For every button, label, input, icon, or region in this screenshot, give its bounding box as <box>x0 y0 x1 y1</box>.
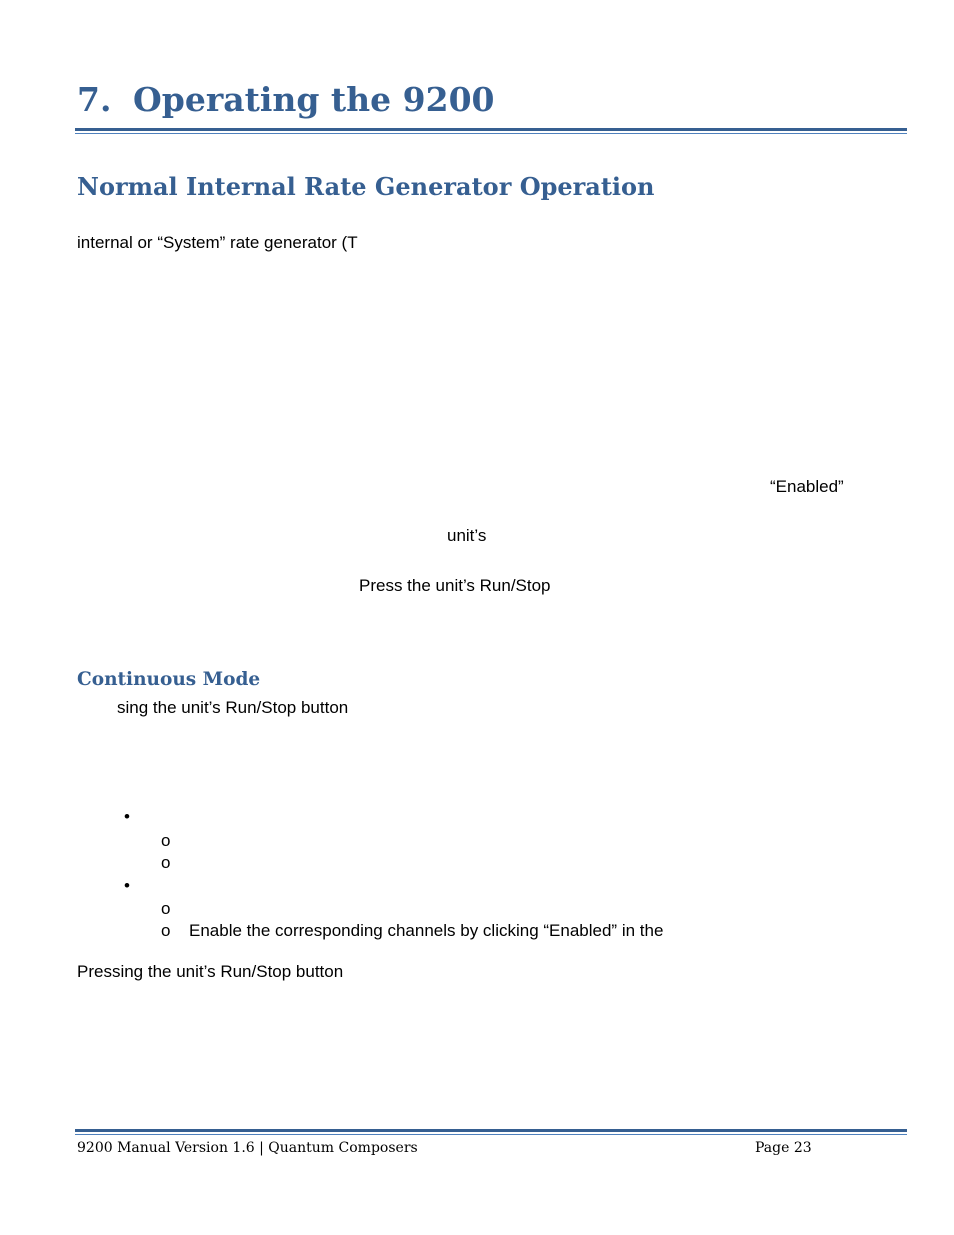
section-title: Normal Internal Rate Generator Operation <box>77 172 655 201</box>
footer-rule <box>75 1129 907 1132</box>
chapter-rule <box>75 128 907 131</box>
footer-page-number: Page 23 <box>755 1140 812 1156</box>
sub-bullet-marker: o <box>161 831 171 850</box>
chapter-title: Operating the 9200 <box>133 80 495 119</box>
sub-bullet-marker: o <box>161 921 171 940</box>
chapter-number: 7. <box>77 80 112 119</box>
footer-manual-title: 9200 Manual Version 1.6 | Quantum Composers <box>77 1140 418 1156</box>
body-press-run-stop: Press the unit’s Run/Stop <box>359 576 551 595</box>
chapter-rule-thin <box>75 133 907 134</box>
sub-bullet-marker: o <box>161 853 171 872</box>
bullet-marker: • <box>124 807 130 826</box>
footer-rule-thin <box>75 1134 907 1135</box>
bullet-marker: • <box>124 876 130 895</box>
body-continuous-line: sing the unit’s Run/Stop button <box>117 698 349 717</box>
body-units-fragment: unit’s <box>447 526 487 545</box>
body-enable-channels: Enable the corresponding channels by clicking “Enabled” in the <box>189 921 664 940</box>
subsection-title: Continuous Mode <box>77 669 261 690</box>
sub-bullet-marker: o <box>161 899 171 918</box>
body-enabled-fragment: “Enabled” <box>770 477 844 496</box>
body-pressing-run-stop: Pressing the unit’s Run/Stop button <box>77 962 344 981</box>
body-line-system-rate: internal or “System” rate generator (T <box>77 233 358 252</box>
